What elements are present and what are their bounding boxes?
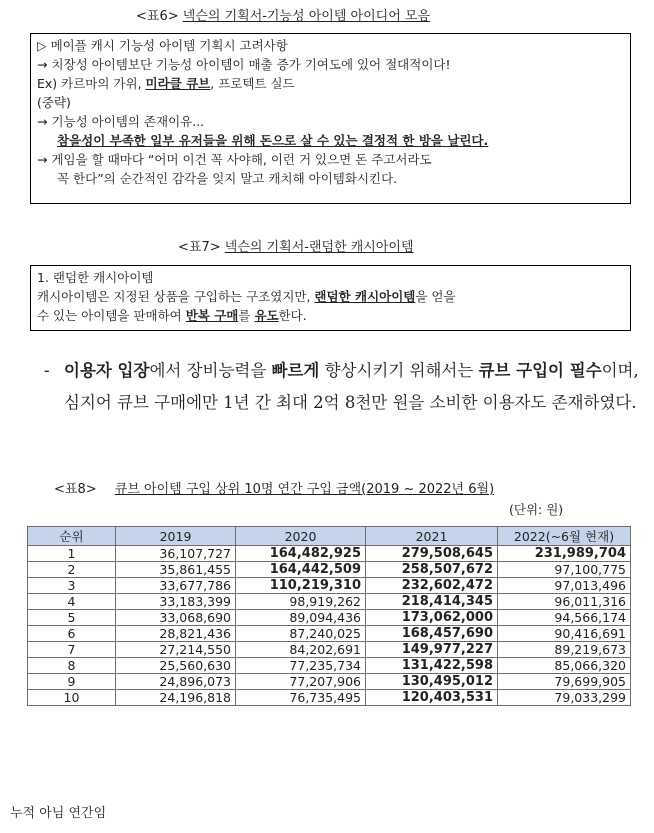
cell-2019: 35,861,455	[116, 562, 236, 578]
cell-2021: 173,062,000	[366, 610, 498, 626]
table6-line-2: → 치장성 아이템보단 기능성 아이템이 매출 증가 기여도에 있어 절대적이다!	[37, 57, 451, 72]
cell-rank: 9	[28, 674, 116, 690]
cell-2019: 33,183,399	[116, 594, 236, 610]
table6-line-6	[37, 131, 624, 150]
table8-caption-label: <표8>	[54, 482, 97, 497]
table7-caption-title: 넥슨의 기획서-랜덤한 캐시아이템	[224, 240, 414, 255]
paragraph-text	[64, 355, 639, 419]
cell-rank: 1	[28, 546, 116, 562]
cell-2020: 84,202,691	[236, 642, 366, 658]
cell-2019: 25,560,630	[116, 658, 236, 674]
table6-line-4: (중략)	[37, 95, 71, 110]
header-2021: 2021	[366, 527, 498, 546]
table-row	[28, 562, 631, 578]
table-row	[28, 546, 631, 562]
cell-2022: 85,066,320	[498, 658, 631, 674]
header-rank: 순위	[28, 527, 116, 546]
table6-line-5: → 기능성 아이템의 존재이유...	[37, 114, 205, 129]
paragraph-text-3: 이며, 심지어 큐브 구매에만 1년 간 최대 2억 8천만 원을 소비한 이용자도 존재하였다.	[64, 361, 639, 412]
table7-line-3-post: 한다.	[278, 308, 307, 323]
table7-line-3-pre: 수 있는 아이템을 판매하여	[37, 308, 186, 323]
table-row	[28, 594, 631, 610]
cell-2021: 130,495,012	[366, 674, 498, 690]
table-row	[28, 626, 631, 642]
table7-line-3-mid: 를	[238, 308, 255, 323]
cell-2020: 164,482,925	[236, 546, 366, 562]
paragraph-bold-2: 빠르게	[271, 361, 320, 380]
table-header-row	[28, 527, 631, 546]
cell-2019: 33,677,786	[116, 578, 236, 594]
table6-caption-label: <표6>	[136, 9, 179, 24]
table6-line-3-post: , 프로텍트 실드	[210, 76, 295, 91]
table7-line-1: 1. 랜덤한 캐시아이템	[37, 270, 154, 285]
cell-2021: 232,602,472	[366, 578, 498, 594]
table-row	[28, 690, 631, 706]
table6-line-3-pre: Ex) 카르마의 가위,	[37, 76, 146, 91]
header-2022: 2022(~6월 현재)	[498, 527, 631, 546]
table6-line-3	[37, 74, 624, 93]
table-row	[28, 658, 631, 674]
miracle-cube-emphasis: 미라클 큐브	[145, 76, 211, 91]
header-2019: 2019	[116, 527, 236, 546]
paragraph-dash: -	[44, 361, 50, 380]
table7-line-2-post: 을 얻을	[415, 289, 456, 304]
table6-line-8: 꼭 한다”의 순간적인 감각을 잊지 말고 캐치해 아이템화시킨다.	[57, 171, 398, 186]
table-row	[28, 642, 631, 658]
cell-2020: 89,094,436	[236, 610, 366, 626]
paragraph-bold-3: 큐브 구입이 필수	[478, 361, 602, 380]
cell-2021: 149,977,227	[366, 642, 498, 658]
cell-2019: 28,821,436	[116, 626, 236, 642]
cell-2021: 131,422,598	[366, 658, 498, 674]
table6-box	[30, 33, 631, 204]
cell-2022: 90,416,691	[498, 626, 631, 642]
table7-box	[30, 265, 631, 331]
footnote: 누적 아님 연간임	[10, 806, 107, 821]
cell-2022: 97,013,496	[498, 578, 631, 594]
body-paragraph	[44, 355, 639, 419]
cell-2021: 218,414,345	[366, 594, 498, 610]
cell-2022: 97,100,775	[498, 562, 631, 578]
cell-2021: 120,403,531	[366, 690, 498, 706]
cell-rank: 8	[28, 658, 116, 674]
cell-2019: 36,107,727	[116, 546, 236, 562]
induce-emphasis: 유도	[254, 308, 279, 323]
purchase-table	[27, 526, 631, 706]
cell-2020: 164,442,509	[236, 562, 366, 578]
table7-line-3	[37, 306, 624, 325]
cell-2022: 79,699,905	[498, 674, 631, 690]
cell-2020: 77,235,734	[236, 658, 366, 674]
cell-2022: 96,011,316	[498, 594, 631, 610]
paragraph-text-2: 향상시키기 위해서는	[319, 361, 479, 380]
cell-2019: 33,068,690	[116, 610, 236, 626]
cell-2021: 279,508,645	[366, 546, 498, 562]
cell-rank: 10	[28, 690, 116, 706]
cell-2022: 231,989,704	[498, 546, 631, 562]
table-row	[28, 674, 631, 690]
cell-rank: 5	[28, 610, 116, 626]
table-row	[28, 610, 631, 626]
random-cash-item-emphasis: 랜덤한 캐시아이템	[314, 289, 416, 304]
table7-caption-label: <표7>	[178, 240, 221, 255]
cell-2019: 24,196,818	[116, 690, 236, 706]
paragraph-bold-1: 이용자 입장	[64, 361, 150, 380]
cell-rank: 4	[28, 594, 116, 610]
cell-rank: 6	[28, 626, 116, 642]
table7-line-2	[37, 287, 624, 306]
table8-unit: (단위: 원)	[509, 502, 564, 517]
table8-caption-title: 큐브 아이템 구입 상위 10명 연간 구입 금액(2019 ~ 2022년 6월)	[114, 482, 495, 497]
repeat-purchase-emphasis: 반복 구매	[185, 308, 239, 323]
cell-2019: 27,214,550	[116, 642, 236, 658]
table8-caption	[54, 478, 494, 497]
cell-2020: 110,219,310	[236, 578, 366, 594]
cell-2021: 168,457,690	[366, 626, 498, 642]
cell-rank: 2	[28, 562, 116, 578]
table6-line-7: → 게임을 할 때마다 “어머 이건 꼭 사야해, 이런 거 있으면 돈 주고서라도	[37, 152, 432, 167]
table-body	[28, 546, 631, 706]
table6-line-1: ▷ 메이플 캐시 기능성 아이템 기획시 고려사항	[37, 38, 288, 53]
table6-caption-title: 넥슨의 기획서-기능성 아이템 아이디어 모음	[182, 9, 431, 24]
table7-caption	[178, 236, 414, 255]
paragraph-text-1: 에서 장비능력을	[149, 361, 272, 380]
table6-line-6-emphasis: 참을성이 부족한 일부 유저들을 위해 돈으로 살 수 있는 결정적 한 방을 날린다.	[57, 133, 489, 148]
cell-2019: 24,896,073	[116, 674, 236, 690]
cell-2022: 94,566,174	[498, 610, 631, 626]
cell-2020: 87,240,025	[236, 626, 366, 642]
cell-2022: 79,033,299	[498, 690, 631, 706]
table7-line-2-pre: 캐시아이템은 지정된 상품을 구입하는 구조였지만,	[37, 289, 315, 304]
cell-rank: 7	[28, 642, 116, 658]
cell-2022: 89,219,673	[498, 642, 631, 658]
header-2020: 2020	[236, 527, 366, 546]
cell-2020: 76,735,495	[236, 690, 366, 706]
cell-2020: 98,919,262	[236, 594, 366, 610]
cell-rank: 3	[28, 578, 116, 594]
cell-2021: 258,507,672	[366, 562, 498, 578]
table6-caption	[136, 5, 430, 24]
cell-2020: 77,207,906	[236, 674, 366, 690]
table-row	[28, 578, 631, 594]
